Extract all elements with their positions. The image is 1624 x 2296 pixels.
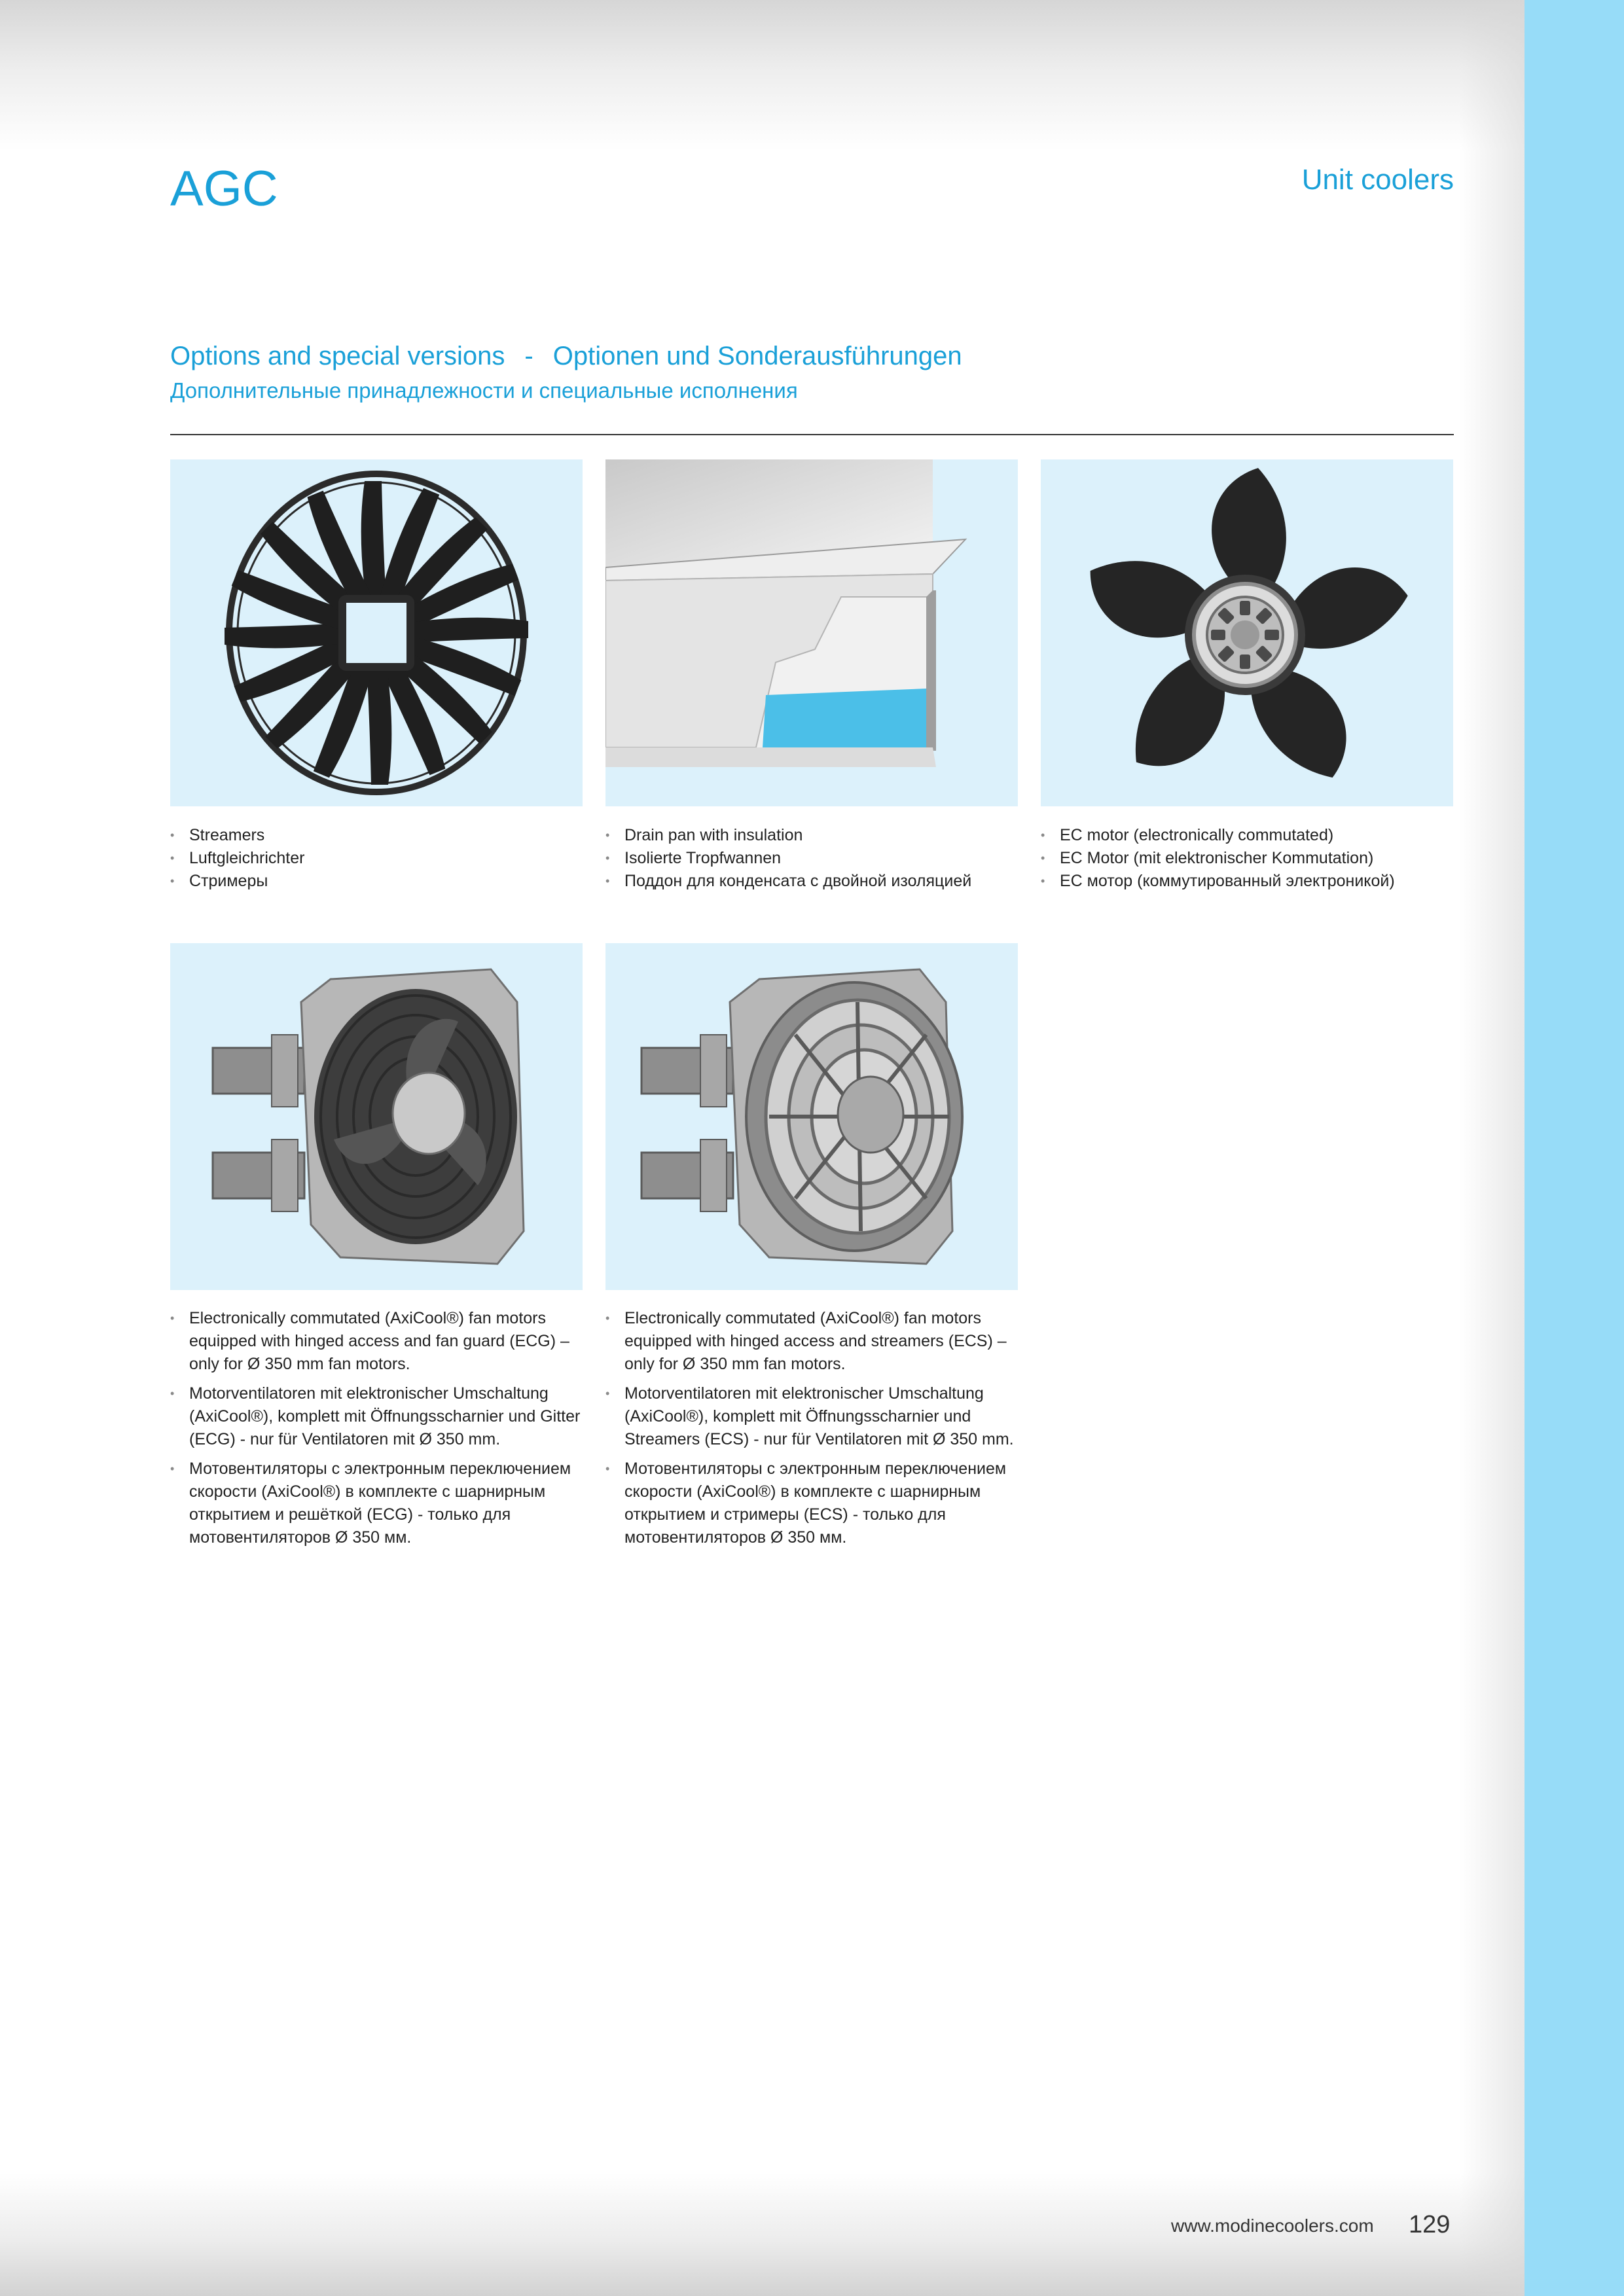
- ec-motor-image: [1041, 459, 1453, 806]
- options-heading-en: Options and special versions: [170, 342, 505, 370]
- list-item: • Motorventilatoren mit elektronischer Umschaltung (AxiCool®), komplett mit Öffnungsscharnier und Streamers (ECS) - nur für Ventilatoren mit Ø 350 mm.: [605, 1382, 1019, 1451]
- list-item: • Isolierte Tropfwannen: [605, 847, 1024, 870]
- streamers-icon: [170, 459, 583, 806]
- side-shade: [1459, 0, 1525, 2296]
- streamers-list: [170, 824, 589, 893]
- streamers-image: [170, 459, 583, 806]
- fan-streamers-list: [605, 1307, 1019, 1556]
- ec-motor-fan-icon: [1041, 459, 1453, 806]
- list-item: • Поддон для конденсата с двойной изоляцией: [605, 870, 1024, 893]
- list-item: • Drain pan with insulation: [605, 824, 1024, 847]
- list-item: • Мотовентиляторы с электронным переключением скорости (AxiCool®) в комплекте с шарнирным открытием и решёткой (ECG) - только для мотовентиляторов Ø 350 мм.: [170, 1458, 584, 1549]
- fan-streamers-image: [605, 943, 1018, 1290]
- right-color-bar: [1525, 0, 1624, 2296]
- list-item: • EC мотор (коммутированный электроникой): [1041, 870, 1460, 893]
- options-heading-de: Optionen und Sonderausführungen: [552, 342, 962, 370]
- list-item: • EC motor (electronically commutated): [1041, 824, 1460, 847]
- drain-pan-image: [605, 459, 1018, 806]
- list-item: • Motorventilatoren mit elektronischer Umschaltung (AxiCool®), komplett mit Öffnungsscharnier und Gitter (ECG) - nur für Ventilatoren mit Ø 350 mm.: [170, 1382, 584, 1451]
- drain-pan-list: [605, 824, 1024, 893]
- list-item: • EC Motor (mit elektronischer Kommutation): [1041, 847, 1460, 870]
- list-item: • Electronically commutated (AxiCool®) fan motors equipped with hinged access and fan guard (ECG) – only for Ø 350 mm fan motors.: [170, 1307, 584, 1376]
- page-title: AGC: [170, 161, 278, 217]
- fan-guard-list: [170, 1307, 584, 1556]
- top-shade: [0, 0, 1525, 151]
- ec-motor-list: [1041, 824, 1460, 893]
- list-item: • Luftgleichrichter: [170, 847, 589, 870]
- footer-url: www.modinecoolers.com: [1171, 2215, 1374, 2236]
- fan-guard-icon: [170, 943, 583, 1290]
- list-item: • Мотовентиляторы с электронным переключением скорости (AxiCool®) в комплекте с шарнирным открытием и стримеры (ECS) - только для мотовентиляторов Ø 350 мм.: [605, 1458, 1019, 1549]
- drain-pan-icon: [605, 459, 1018, 806]
- fan-streamers-icon: [605, 943, 1018, 1290]
- divider: [170, 434, 1454, 435]
- list-item: • Стримеры: [170, 870, 589, 893]
- options-heading-ru: Дополнительные принадлежности и специальные исполнения: [170, 378, 798, 403]
- page-number: 129: [1409, 2211, 1451, 2238]
- list-item: • Electronically commutated (AxiCool®) fan motors equipped with hinged access and streamers (ECS) – only for Ø 350 mm fan motors.: [605, 1307, 1019, 1376]
- list-item: • Streamers: [170, 824, 589, 847]
- options-heading-separator: -: [524, 342, 533, 370]
- fan-guard-image: [170, 943, 583, 1290]
- section-title: Unit coolers: [1301, 164, 1454, 196]
- options-heading: [170, 342, 962, 371]
